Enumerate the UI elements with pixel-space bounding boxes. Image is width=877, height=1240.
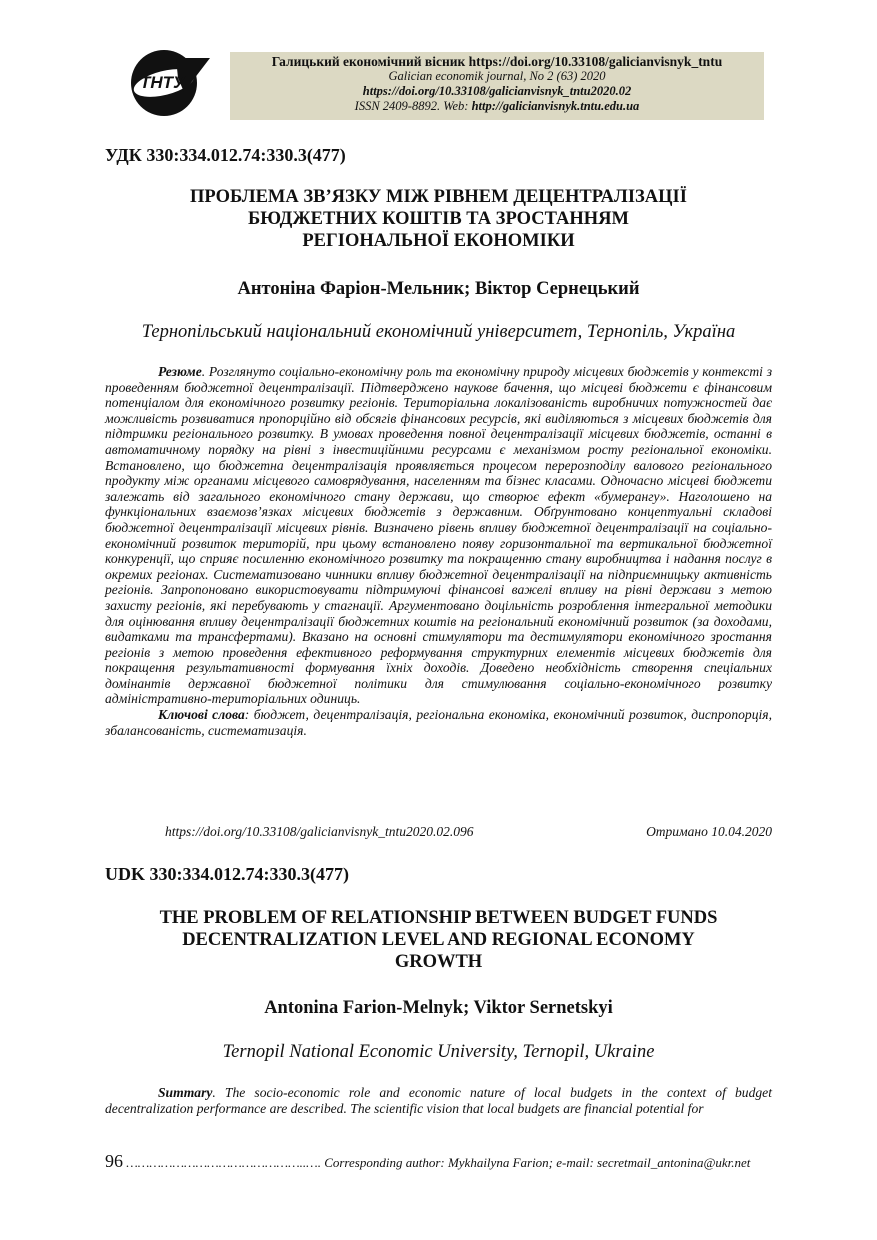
affiliation-ua: Тернопільський національний економічний університет, Тернопіль, Україна	[141, 322, 736, 342]
authors-ua: Антоніна Фаріон-Мельник; Віктор Сернецький	[237, 279, 640, 299]
corresponding-author: Corresponding author: Mykhailyna Farion; e-mail: secretmail_antonina@ukr.net	[324, 1155, 751, 1170]
authors-en: Antonina Farion-Melnyk; Viktor Sernetskyi	[264, 998, 613, 1018]
summary-en	[105, 1085, 772, 1116]
affiliation-en: Ternopil National Economic University, Ternopil, Ukraine	[222, 1042, 655, 1062]
svg-text:ТНТУ: ТНТУ	[140, 73, 185, 92]
page-footer	[105, 1151, 772, 1172]
journal-issue-line: Galician economik journal, No 2 (63) 2020	[388, 69, 606, 83]
received-date: Отримано 10.04.2020	[646, 824, 772, 839]
university-logo	[126, 48, 212, 118]
journal-doi-line: https://doi.org/10.33108/galicianvisnyk_tntu2020.02	[362, 84, 632, 98]
keywords-ua: Ключові слова: бюджет, децентралізація, регіональна економіка, економічний розвиток, диспропорція, збалансованість, систематизація.	[105, 707, 772, 738]
article-doi[interactable]: https://doi.org/10.33108/galicianvisnyk_tntu2020.02.096	[165, 824, 474, 839]
udk-en: UDK 330:334.012.74:330.3(477)	[105, 864, 349, 884]
abstract-ua	[105, 364, 772, 738]
udk-ua: УДК 330:334.012.74:330.3(477)	[105, 145, 346, 165]
article-title-ua: ПРОБЛЕМА ЗВ’ЯЗКУ МІЖ РІВНЕМ ДЕЦЕНТРАЛІЗАЦІЇ БЮДЖЕТНИХ КОШТІВ ТА ЗРОСТАННЯМ РЕГІОНАЛЬНОЇ ЕКОНОМІКИ	[190, 187, 687, 251]
journal-header	[230, 52, 764, 120]
article-title-en: THE PROBLEM OF RELATIONSHIP BETWEEN BUDGET FUNDS DECENTRALIZATION LEVEL AND REGIONAL ECONOMY GROWTH	[159, 908, 718, 972]
summary-en-body: Summary. The socio-economic role and economic nature of local budgets in the context of budget decentralization performance are described. The scientific vision that local budgets are financial potential for	[105, 1085, 772, 1116]
footer-leader: ………………………………………..….	[123, 1155, 325, 1170]
page-number: 96	[105, 1151, 123, 1171]
journal-issn-line: ISSN 2409-8892. Web: http://galicianvisnyk.tntu.edu.ua	[354, 99, 640, 113]
journal-web-link[interactable]: http://galicianvisnyk.tntu.edu.ua	[471, 99, 640, 113]
journal-title-line: Галицький економічний вісник https://doi.org/10.33108/galicianvisnyk_tntu	[271, 54, 723, 69]
abstract-ua-body: Резюме. Розглянуто соціально-економічну роль та економічну природу місцевих бюджетів у контексті з проведенням бюджетної децентралізації. Підтверджено наукове бачення, що місцеві бюджети є фінансовим потенціалом для економічного розвитку регіонів. Територіальна локалізованість виробничих потужностей дає можливість розвиватися пропорційно від обсягів фінансових ресурсів, які виділяються з місцевих бюджетів для підтримки регіонального розвитку. В умовах проведення повної децентралізації місцевих бюджетів, останні в автоматичному порядку на рівні з інвестиційними ресурсами є механізмом росту регіональної економіки. Встановлено, що бюджетна децентралізація проявляється процесом перерозподілу валового регіонального продукту між органами місцевого самоврядування, населенням та бізнес класами. Одночасно місцеві бюджети залежать від загального економічного стану держави, що створює ефект «бумерангу». Наголошено на функціональних взаємозв’язках місцевих бюджетів з державним. Обґрунтовано концептуальні складові бюджетної децентралізації місцевих рівнів. Визначено рівень впливу бюджетної децентралізації на соціально-економічний розвиток територій, при цьому встановлено появу горизонтальної та вертикальної бюджетної конкуренції, що сприяє посиленню економічного розвитку та покращенню стану виробництва і надання послуг в окремих регіонах. Систематизовано чинники впливу бюджетної децентралізації на підприємницьку активність регіонів. Запропоновано використовувати підтримуючі фінансові важелі впливу на рівні держави з метою захисту регіонів, які перебувають у стагнації. Аргументовано доцільність розроблення інтегральної методики для оцінювання впливу децентралізації бюджетних коштів на регіональний економічний розвиток (за доходами, видатками та трансфертами). Вказано на основні стимулятори та дестимулятори економічного зростання регіонів з метою проведення ефективного реформування структурних елементів місцевих бюджетів для покращення результативності формування їхніх доходів. Доведено необхідність створення спеціальних домінантів державної бюджетної політики для стимулювання соціально-економічного розвитку адміністративно-територіальних одиниць.	[105, 364, 772, 707]
